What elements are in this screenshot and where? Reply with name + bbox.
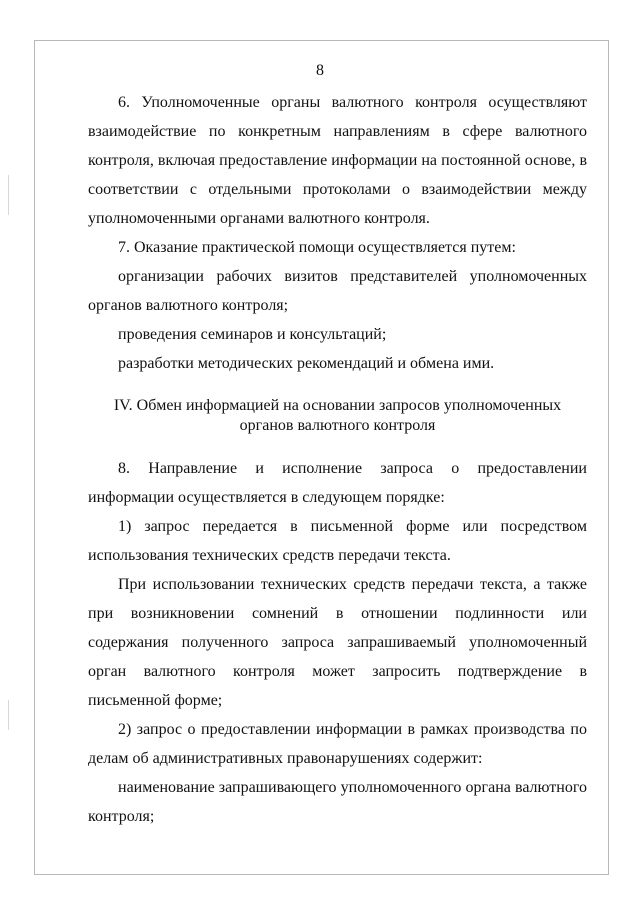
page-number: 8 [316,62,324,79]
subparagraph-2: 2) запрос о предоставлении информации в рамках производства по делам об административных правонарушениях содержит: [88,721,587,767]
list-item-methodical-recommendations: разработки методических рекомендаций и обмена ими. [118,355,495,372]
paragraph-technical-means: При использовании технических средств передачи текста, а также при возникновении сомнений в отношении подлинности или содержания полученного запроса запрашиваемый уполномоченный орган валютного контроля может запросить подтверждение в письменной форме; [88,576,587,709]
document-body [88,88,587,831]
paragraph-8: 8. Направление и исполнение запроса о предоставлении информации осуществляется в следующем порядке: [88,460,587,506]
list-item-seminars: проведения семинаров и консультаций; [118,326,387,343]
paragraph-7: 7. Оказание практической помощи осуществляется путем: [118,239,516,256]
list-item-requesting-authority-name: наименование запрашивающего уполномоченного органа валютного контроля; [88,779,587,825]
paragraph-6: 6. Уполномоченные органы валютного контроля осуществляют взаимодействие по конкретным направлениям в сфере валютного контроля, включая предоставление информации на постоянной основе, в соответствии с отдельными протоколами о взаимодействии между уполномоченными органами валютного контроля. [88,94,587,227]
scan-artifact-left [8,175,9,215]
section-heading-line-1: IV. Обмен информацией на основании запросов уполномоченных [113,397,562,414]
section-heading-line-2: органов валютного контроля [239,417,436,434]
scan-artifact-left-lower [8,700,9,730]
subparagraph-1: 1) запрос передается в письменной форме или посредством использования технических средств передачи текста. [88,518,587,564]
list-item-working-visits: организации рабочих визитов представителей уполномоченных органов валютного контроля; [88,268,587,314]
section-heading-iv [88,396,587,436]
